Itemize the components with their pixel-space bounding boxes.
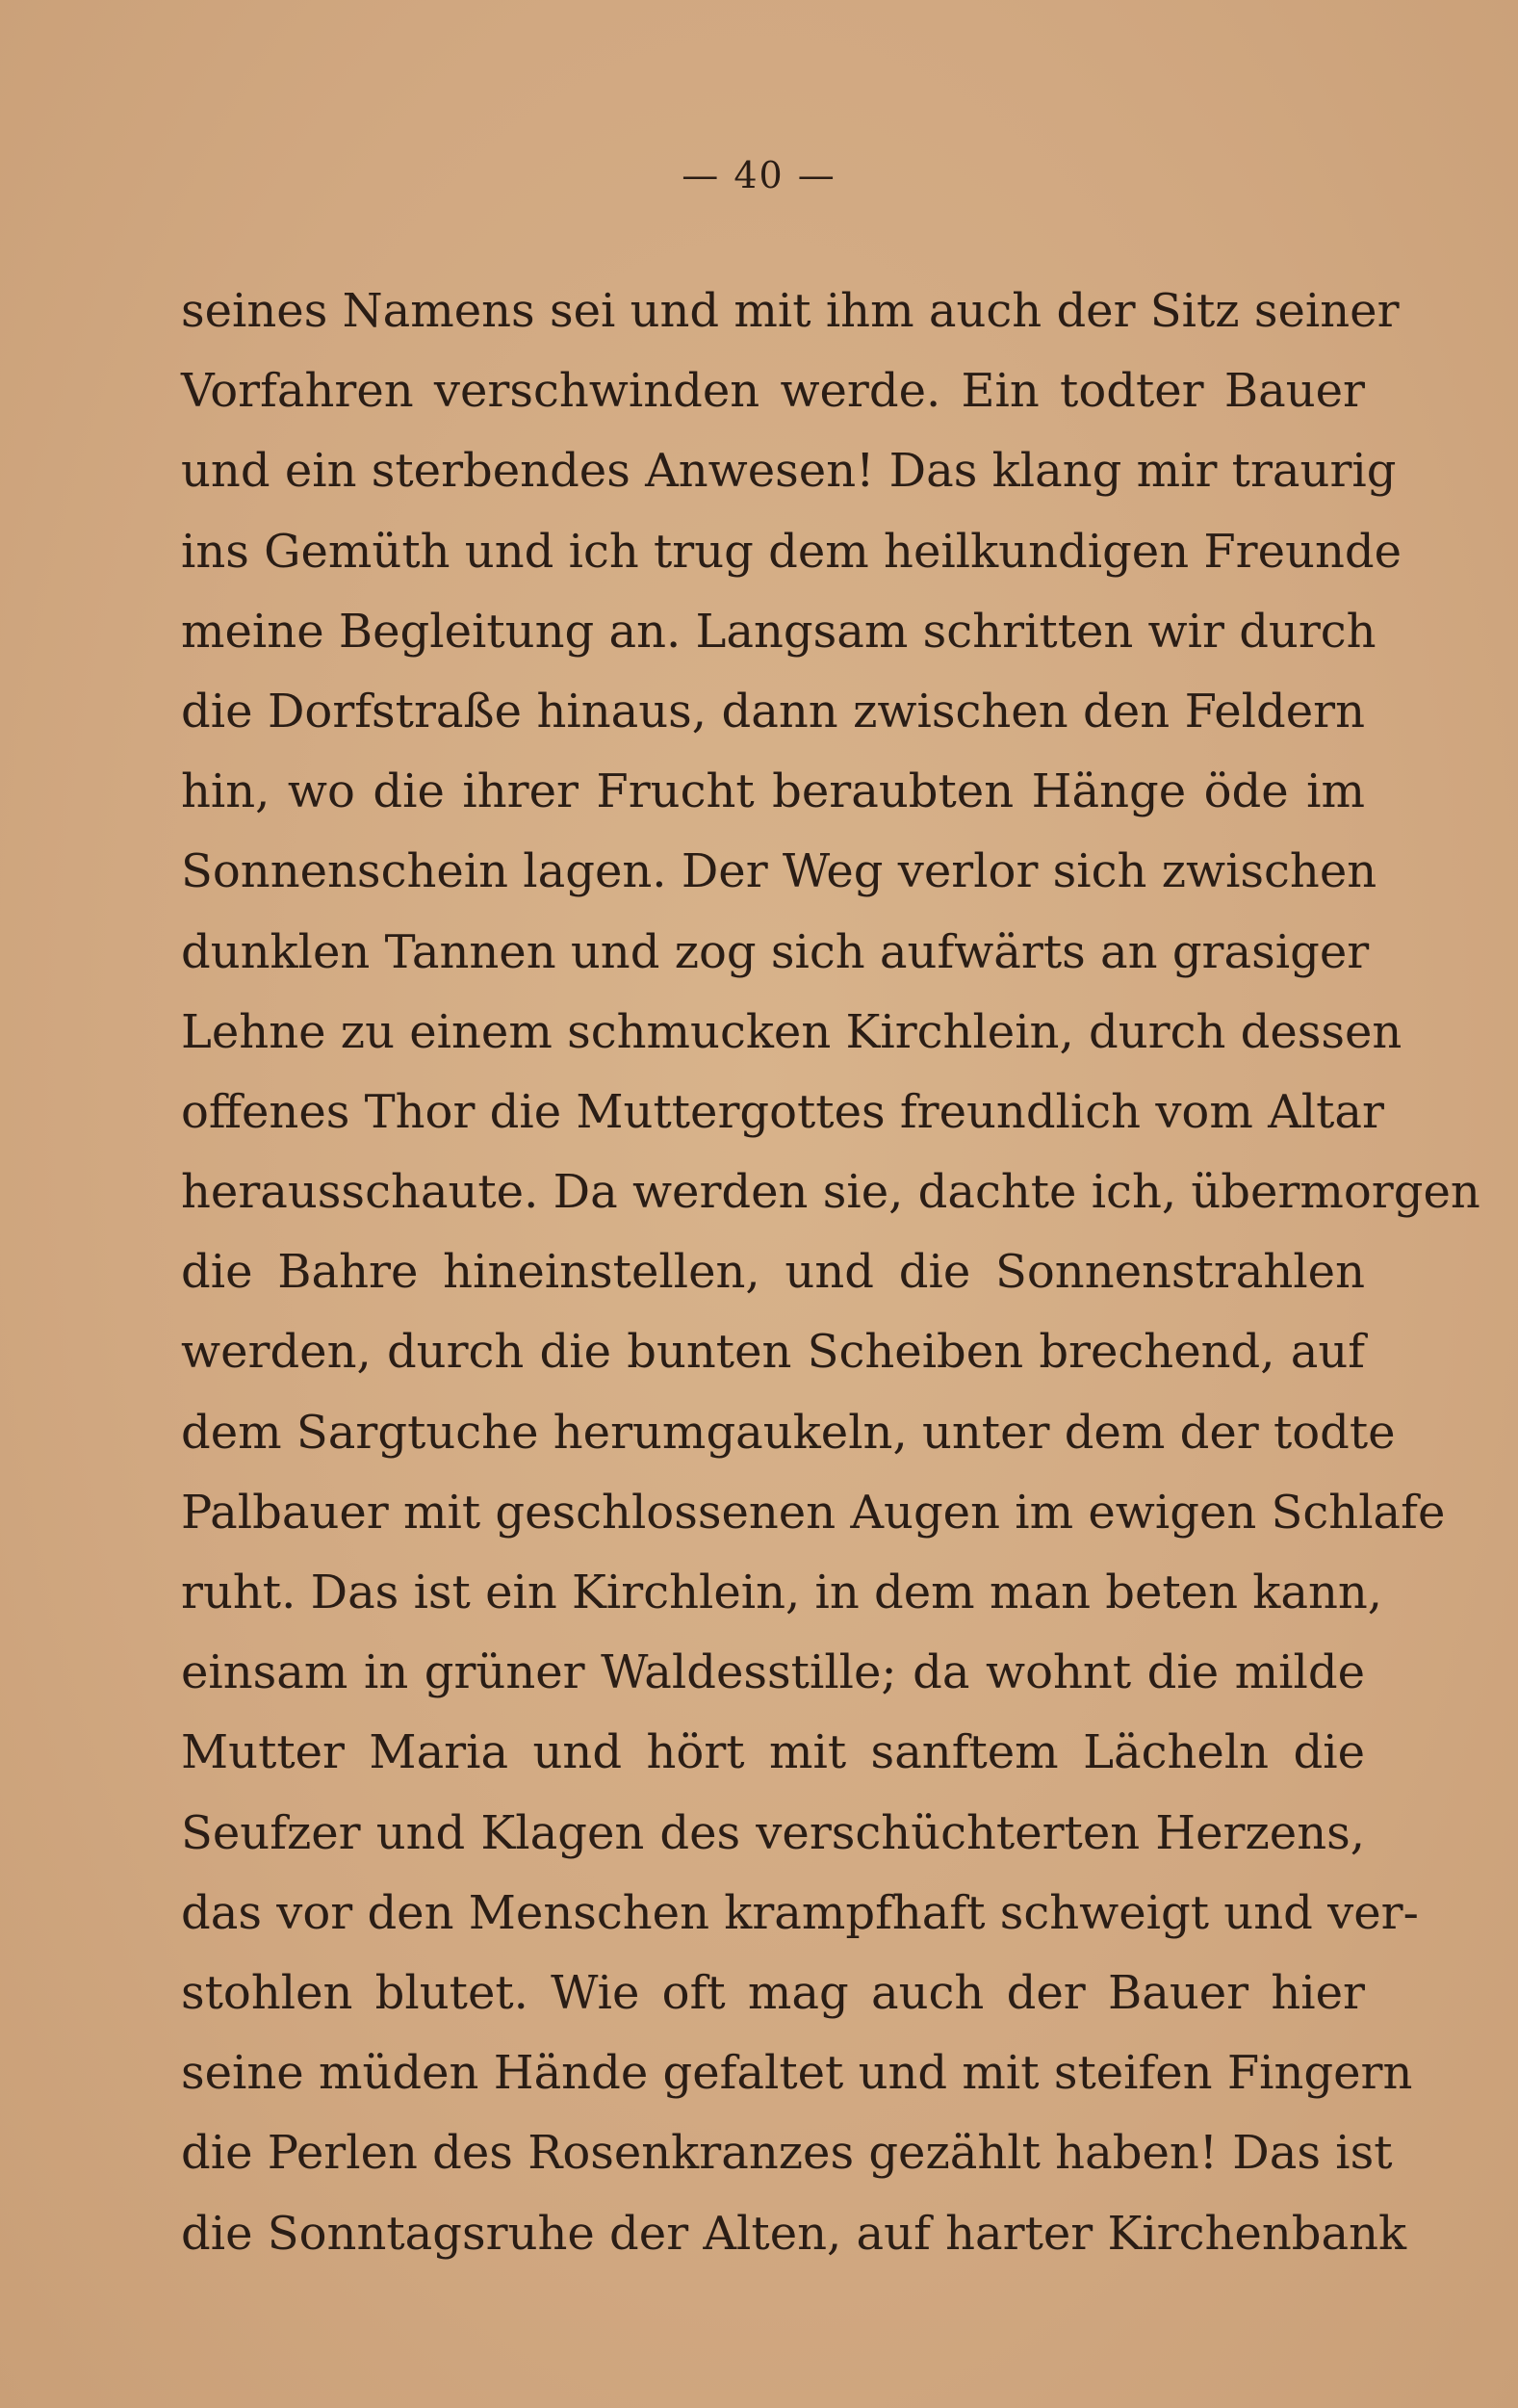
text-line: das vor den Menschen krampfhaft schweigt und ver-: [181, 1885, 1419, 1940]
page-number: — 40 —: [682, 154, 836, 196]
text-line: ruht. Das ist ein Kirchlein, in dem man beten kann,: [181, 1566, 1383, 1619]
text-line: Seufzer und Klagen des verschüchterten Herzens,: [181, 1805, 1365, 1860]
text-line: seine müden Hände gefaltet und mit steifen Fingern: [181, 2046, 1413, 2101]
text-line: dunklen Tannen und zog sich aufwärts an grasiger: [181, 924, 1370, 979]
text-line: Sonnenschein lagen. Der Weg verlor sich zwischen: [181, 844, 1377, 899]
text-line: die Sonntagsruhe der Alten, auf harter Kirchenbank: [181, 2206, 1407, 2261]
text-line: offenes Thor die Muttergottes freundlich vom Altar: [181, 1084, 1384, 1139]
text-line: und ein sterbendes Anwesen! Das klang mir traurig: [181, 444, 1397, 499]
body-text: [181, 272, 1480, 2274]
text-line: die Perlen des Rosenkranzes gezählt haben! Das ist: [181, 2126, 1393, 2181]
text-line: Vorfahren verschwinden werde. Ein todter Bauer: [181, 364, 1365, 419]
text-line: die Bahre hineinstellen, und die Sonnenstrahlen: [181, 1245, 1365, 1300]
text-line: hin, wo die ihrer Frucht beraubten Hänge öde im: [181, 764, 1365, 819]
text-line: werden, durch die bunten Scheiben brechend, auf: [181, 1325, 1365, 1380]
text-line: herausschaute. Da werden sie, dachte ich, übermorgen: [181, 1165, 1480, 1220]
text-line: dem Sargtuche herumgaukeln, unter dem der todte: [181, 1405, 1396, 1460]
text-line: seines Namens sei und mit ihm auch der Sitz seiner: [181, 284, 1400, 338]
text-line: die Dorfstraße hinaus, dann zwischen den Feldern: [181, 684, 1365, 738]
text-line: stohlen blutet. Wie oft mag auch der Bauer hier: [181, 1965, 1365, 2020]
text-line: Lehne zu einem schmucken Kirchlein, durch dessen: [181, 1004, 1402, 1059]
text-line: ins Gemüth und ich trug dem heilkundigen Freunde: [181, 524, 1402, 579]
text-line: meine Begleitung an. Langsam schritten wir durch: [181, 604, 1376, 659]
text-line: Palbauer mit geschlossenen Augen im ewigen Schlafe: [181, 1485, 1446, 1540]
text-line: einsam in grüner Waldesstille; da wohnt die milde: [181, 1645, 1365, 1700]
text-line: Mutter Maria und hört mit sanftem Lächeln die: [181, 1725, 1365, 1780]
